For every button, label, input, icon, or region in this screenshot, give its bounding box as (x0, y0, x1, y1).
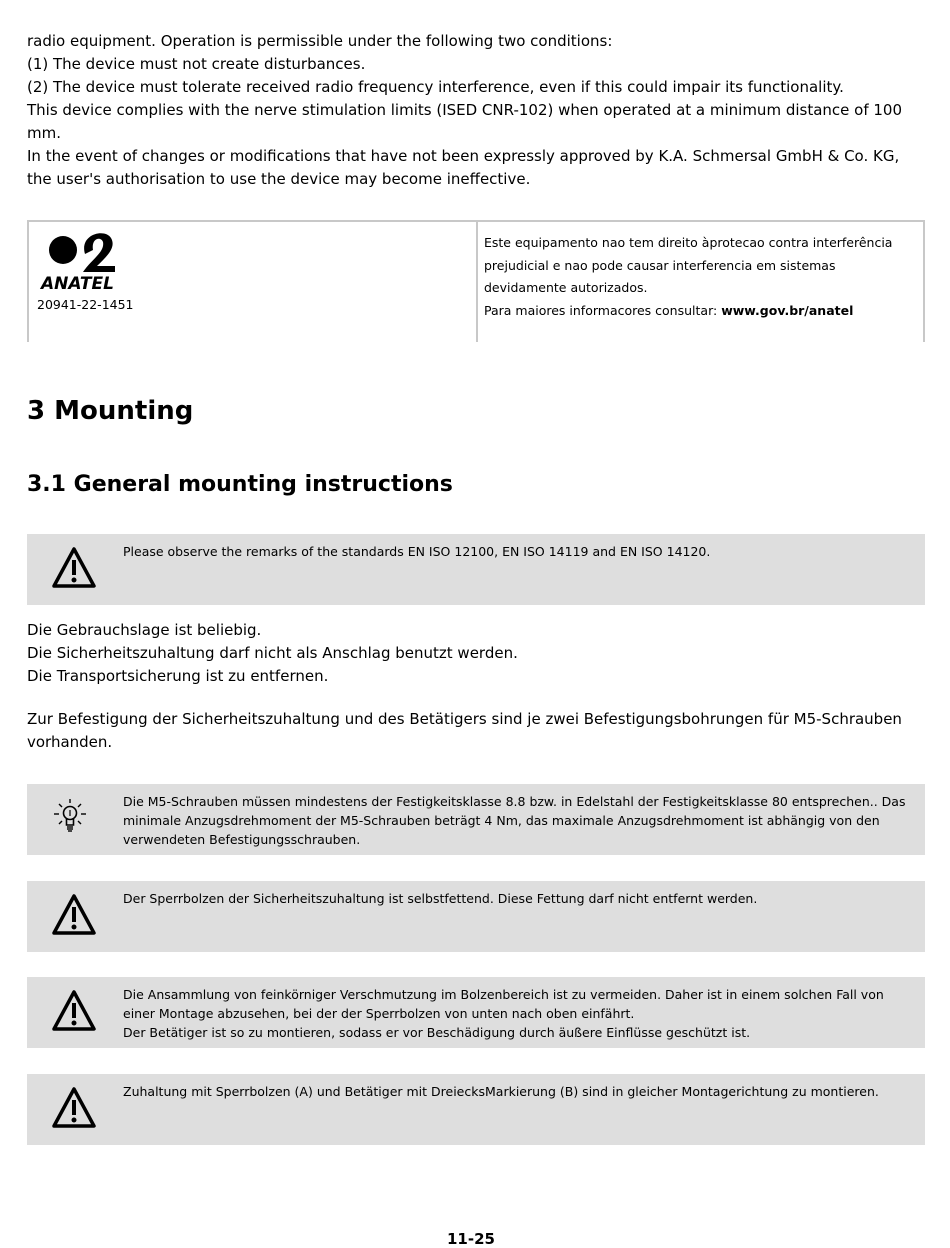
paragraph-line: Die Sicherheitszuhaltung darf nicht als Anschlag benutzt werden. (27, 644, 518, 662)
anatel-logo-text: ANATEL (41, 274, 114, 292)
warning-icon (51, 546, 97, 590)
paragraph-line: Die Gebrauchslage ist beliebig. (27, 621, 262, 639)
notice-line: Die Ansammlung von feinkörniger Verschmutzung im Bolzenbereich ist zu vermeiden. Daher ist in einem solchen Fall von einer Montage abzusehen, bei der der Sperrbolzen von unten nach oben einfährt. (123, 987, 884, 1021)
anatel-cell-logo (29, 222, 478, 342)
notice-tip (27, 784, 925, 855)
page-number: 11-25 (447, 1230, 495, 1248)
intro-line: (1) The device must not create disturbances. (27, 55, 366, 73)
anatel-info-prefix: Para maiores informacores consultar: (484, 302, 722, 318)
intro-text (27, 30, 925, 191)
anatel-link[interactable]: www.gov.br/anatel (721, 302, 854, 318)
anatel-text: Este equipamento nao tem direito àprotecao contra interferência prejudicial e nao pode causar interferencia em sistemas devidamente autorizados. (484, 235, 893, 295)
warning-icon (51, 989, 97, 1033)
anatel-table (27, 220, 925, 342)
subsection-title: 3.1 General mounting instructions (27, 472, 453, 497)
intro-line: This device complies with the nerve stimulation limits (ISED CNR-102) when operated at a minimum distance of 100 mm. (27, 101, 903, 142)
intro-line: In the event of changes or modifications that have not been expressly approved by K.A. Schmersal GmbH & Co. KG, the user's authorisation to use the device may become ineffective. (27, 147, 900, 188)
warning-icon (51, 1086, 97, 1130)
anatel-logo-icon (39, 228, 121, 292)
notice-text: Please observe the remarks of the standards EN ISO 12100, EN ISO 14119 and EN ISO 14120. (123, 544, 711, 559)
notice-direction (27, 1074, 925, 1145)
paragraph-line: Zur Befestigung der Sicherheitszuhaltung und des Betätigers sind je zwei Befestigungsbohrungen für M5-Schrauben vorhanden. (27, 710, 902, 751)
notice-grease (27, 881, 925, 952)
notice-line: Der Betätiger ist so zu montieren, sodass er vor Beschädigung durch äußere Einflüsse geschützt ist. (123, 1025, 751, 1040)
notice-text: Der Sperrbolzen der Sicherheitszuhaltung ist selbstfettend. Diese Fettung darf nicht entfernt werden. (123, 891, 758, 906)
fixing-paragraph (27, 708, 925, 754)
lightbulb-icon (51, 796, 97, 840)
mounting-paragraphs (27, 619, 925, 688)
anatel-code: 20941-22-1451 (37, 297, 134, 312)
notice-standards (27, 534, 925, 605)
intro-line: (2) The device must tolerate received radio frequency interference, even if this could impair its functionality. (27, 78, 844, 96)
intro-line: radio equipment. Operation is permissible under the following two conditions: (27, 32, 613, 50)
warning-icon (51, 893, 97, 937)
anatel-cell-text (478, 222, 923, 342)
anatel-info (484, 300, 917, 323)
notice-text (123, 985, 919, 1042)
notice-dirt (27, 977, 925, 1048)
section-title: 3 Mounting (27, 396, 194, 426)
paragraph-line: Die Transportsicherung ist zu entfernen. (27, 667, 329, 685)
notice-text: Zuhaltung mit Sperrbolzen (A) und Betätiger mit DreiecksMarkierung (B) sind in gleicher Montagerichtung zu montieren. (123, 1084, 879, 1099)
notice-text: Die M5-Schrauben müssen mindestens der Festigkeitsklasse 8.8 bzw. in Edelstahl der Festigkeitsklasse 80 entsprechen.. Das minimale Anzugsdrehmoment der M5-Schrauben beträgt 4 Nm, das maximale Anzugsdrehmoment ist abhängig von den verwendeten Befestigungsschrauben. (123, 794, 906, 847)
